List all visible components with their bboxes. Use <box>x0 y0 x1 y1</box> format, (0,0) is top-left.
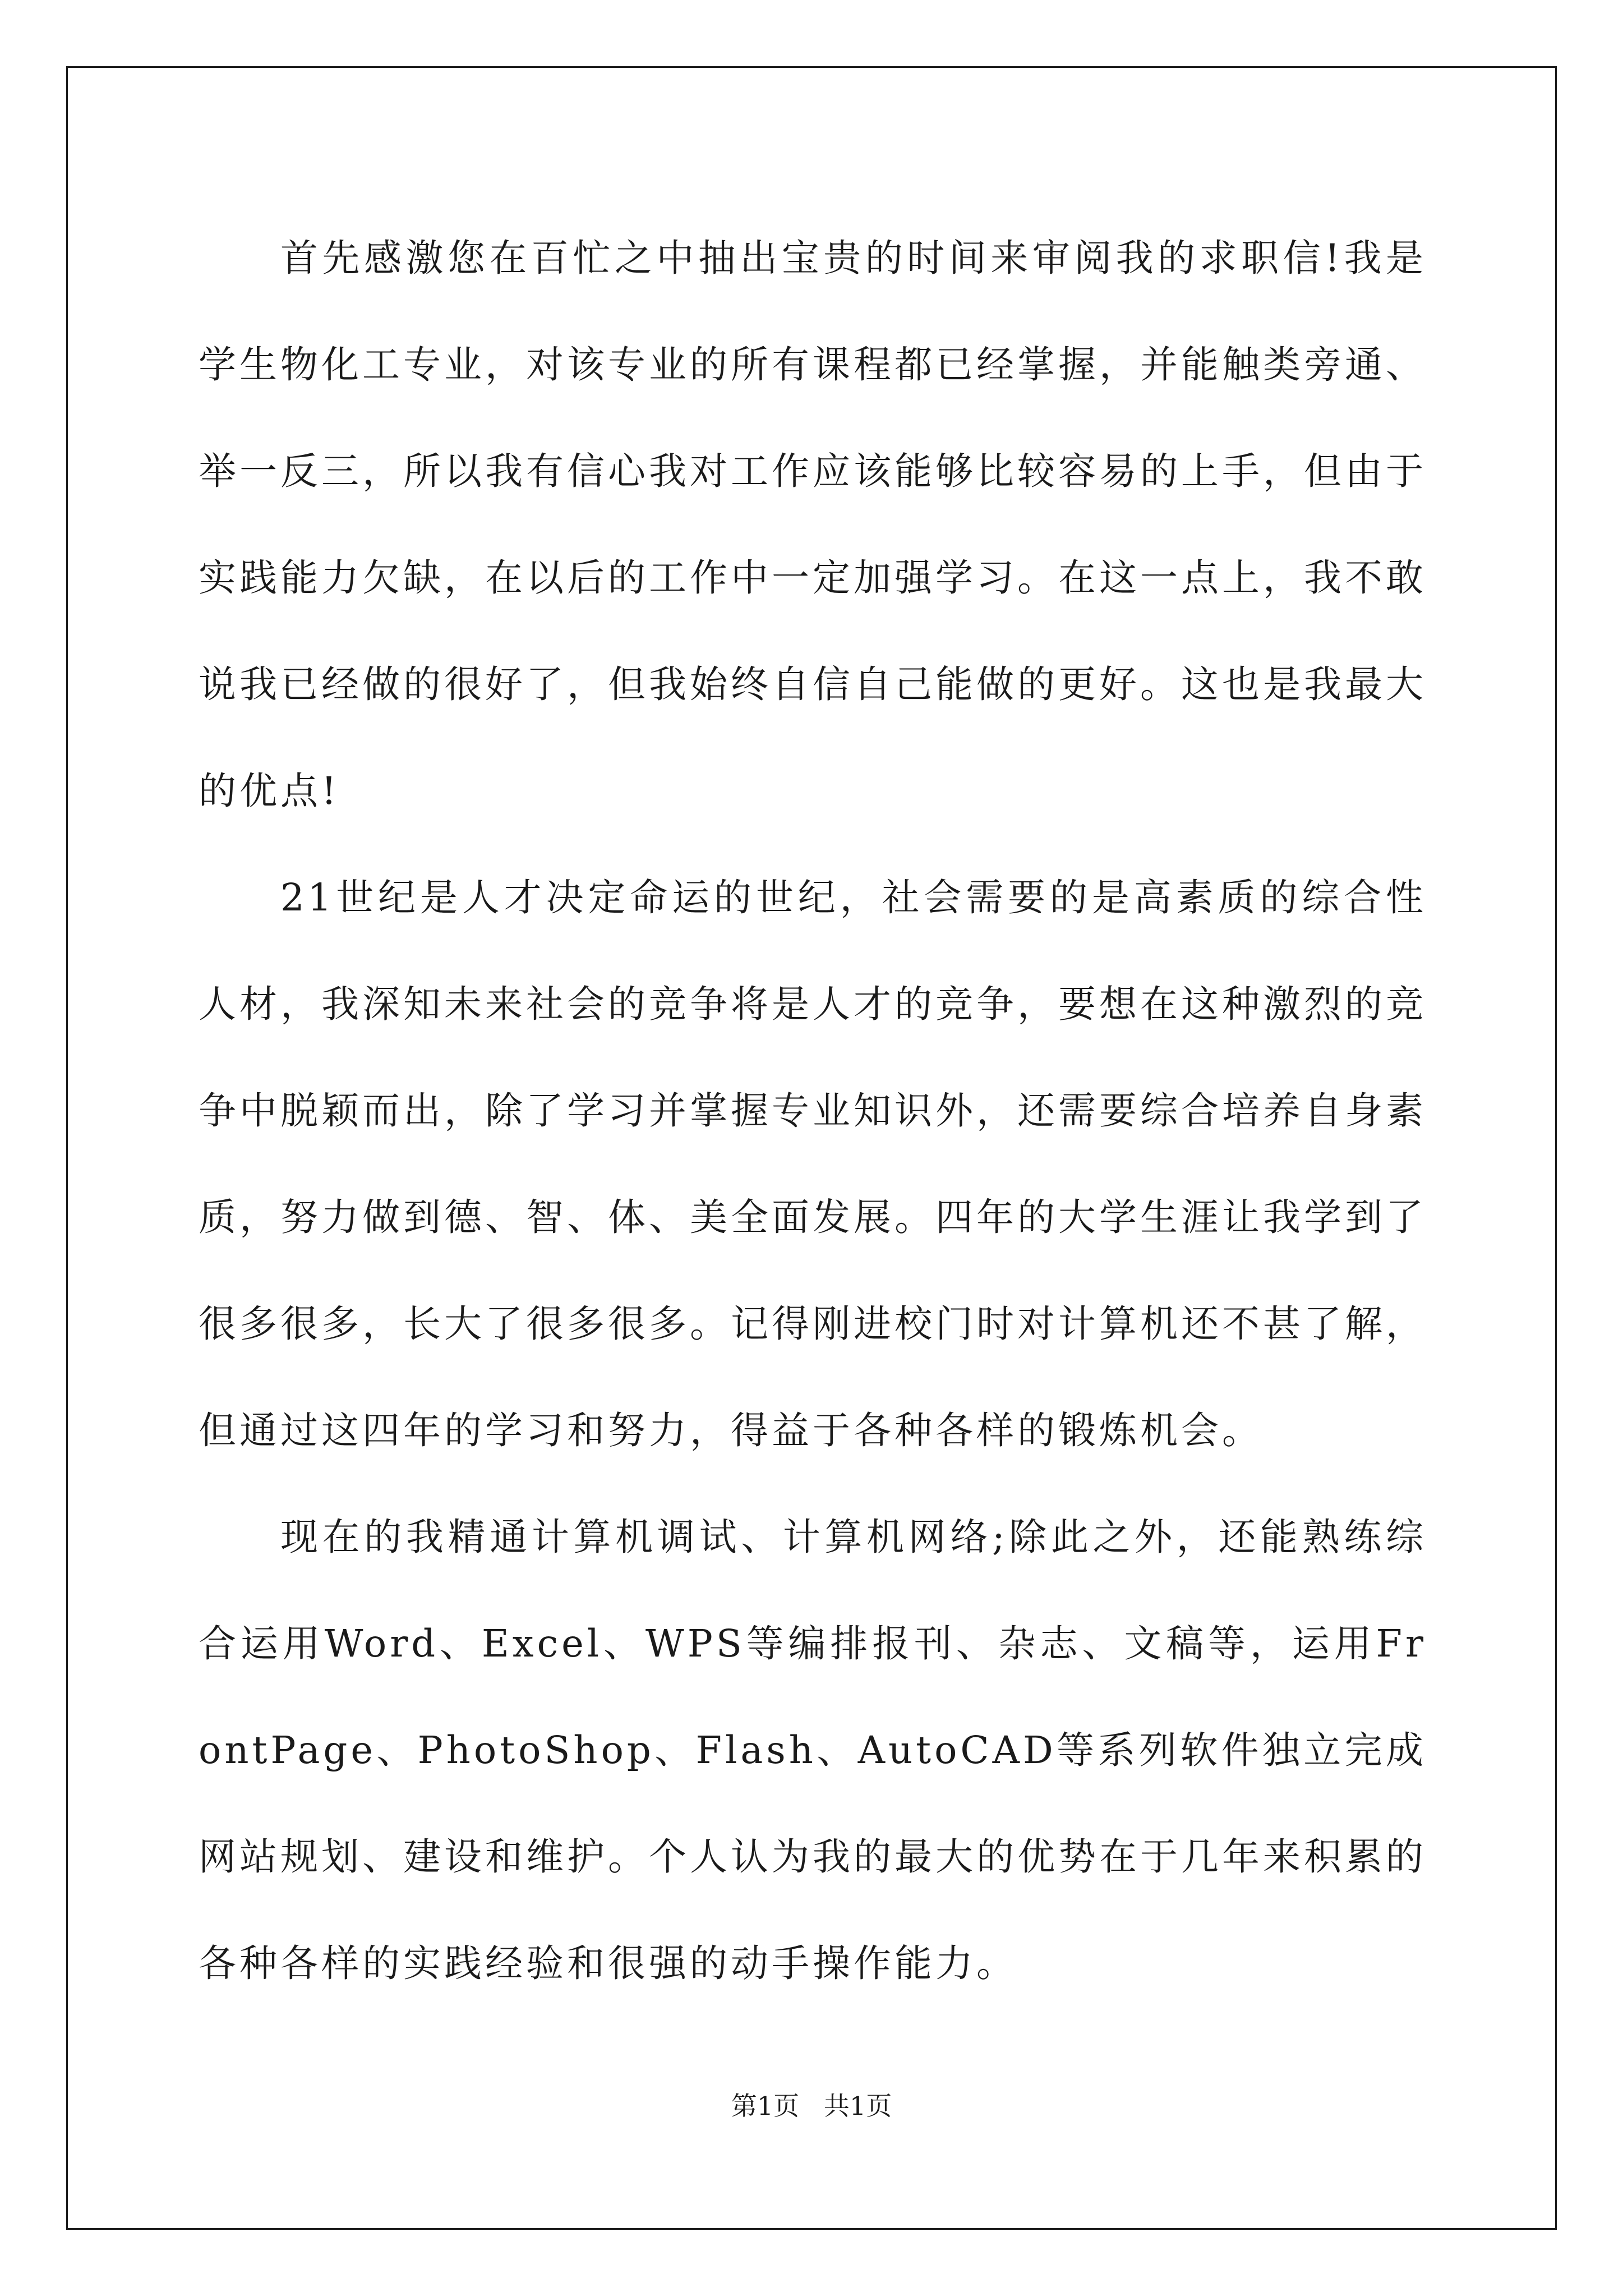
paragraph-2: 21世纪是人才决定命运的世纪，社会需要的是高素质的综合性人材，我深知未来社会的竞争将是人才的竞争，要想在这种激烈的竞争中脱颖而出，除了学习并掌握专业知识外，还需要综合培养自身素质，努力做到德、智、体、美全面发展。四年的大学生涯让我学到了很多很多，长大了很多很多。记得刚进校门时对计算机还不甚了解，但通过这四年的学习和努力，得益于各种各样的锻炼机会。 <box>199 876 1427 1452</box>
document-body <box>199 205 1427 2017</box>
paragraph-1: 首先感激您在百忙之中抽出宝贵的时间来审阅我的求职信!我是学生物化工专业，对该专业的所有课程都已经掌握，并能触类旁通、举一反三，所以我有信心我对工作应该能够比较容易的上手，但由于实践能力欠缺，在以后的工作中一定加强学习。在这一点上，我不敢说我已经做的很好了，但我始终自信自己能做的更好。这也是我最大的优点! <box>199 236 1427 813</box>
paragraph-3: 现在的我精通计算机调试、计算机网络;除此之外，还能熟练综合运用Word、Excel、WPS等编排报刊、杂志、文稿等，运用FrontPage、PhotoShop、Flash、AutoCAD等系列软件独立完成网站规划、建设和维护。个人认为我的最大的优势在于几年来积累的各种各样的实践经验和很强的动手操作能力。 <box>199 1515 1427 1985</box>
page-number-footer: 第1页 共1页 <box>731 2091 892 2121</box>
